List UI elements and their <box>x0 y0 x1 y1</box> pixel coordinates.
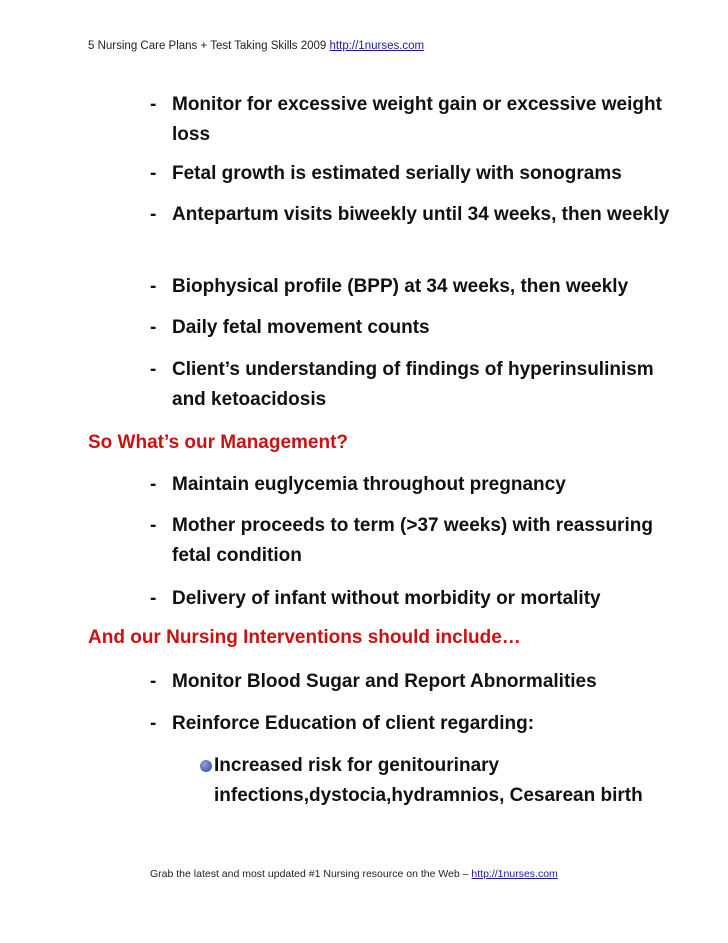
dash-marker: - <box>150 276 157 297</box>
dash-marker: - <box>150 359 157 380</box>
list-item <box>150 511 670 571</box>
list-item-text: Fetal growth is estimated serially with sonograms <box>172 163 622 184</box>
page-header <box>88 40 424 52</box>
list-item <box>150 709 670 739</box>
footer-text: Grab the latest and most updated #1 Nursing resource on the Web – <box>150 868 472 880</box>
list-item <box>150 470 670 500</box>
footer-link[interactable]: http://1nurses.com <box>471 868 558 880</box>
dash-marker: - <box>150 94 157 115</box>
list-item-text: Maintain euglycemia throughout pregnancy <box>172 474 566 495</box>
list-item <box>150 272 670 302</box>
list-item-text: Delivery of infant without morbidity or mortality <box>172 588 601 609</box>
list-item <box>150 200 670 230</box>
dash-marker: - <box>150 204 157 225</box>
dash-marker: - <box>150 671 157 692</box>
dash-marker: - <box>150 163 157 184</box>
header-text: 5 Nursing Care Plans + Test Taking Skills 2009 <box>88 40 330 52</box>
list-item-text: Client’s understanding of findings of hyperinsulinism and ketoacidosis <box>172 359 654 410</box>
sub-list-item <box>200 751 670 811</box>
header-link[interactable]: http://1nurses.com <box>329 40 425 52</box>
dash-marker: - <box>150 474 157 495</box>
list-item-text: Daily fetal movement counts <box>172 317 430 338</box>
list-item-text: Monitor Blood Sugar and Report Abnormalities <box>172 671 597 692</box>
list-item <box>150 355 670 415</box>
list-item <box>150 667 670 697</box>
list-item <box>150 584 670 614</box>
section-heading-management: So What’s our Management? <box>88 432 349 453</box>
dash-marker: - <box>150 713 157 734</box>
bullet-icon <box>200 760 212 772</box>
dash-marker: - <box>150 515 157 536</box>
list-item-text: Reinforce Education of client regarding: <box>172 713 535 734</box>
section-heading-interventions: And our Nursing Interventions should include… <box>88 627 521 648</box>
dash-marker: - <box>150 317 157 338</box>
list-item <box>150 159 670 189</box>
list-item-text: Mother proceeds to term (>37 weeks) with reassuring fetal condition <box>172 515 653 566</box>
list-item <box>150 90 670 150</box>
list-item-text: Biophysical profile (BPP) at 34 weeks, then weekly <box>172 276 629 297</box>
dash-marker: - <box>150 588 157 609</box>
sub-list-item-text: Increased risk for genitourinary infections,dystocia,hydramnios, Cesarean birth <box>214 755 643 806</box>
list-item-text: Antepartum visits biweekly until 34 weeks, then weekly <box>172 204 670 225</box>
list-item-text: Monitor for excessive weight gain or excessive weight loss <box>172 94 662 145</box>
page-footer <box>150 868 558 880</box>
list-item <box>150 313 670 343</box>
